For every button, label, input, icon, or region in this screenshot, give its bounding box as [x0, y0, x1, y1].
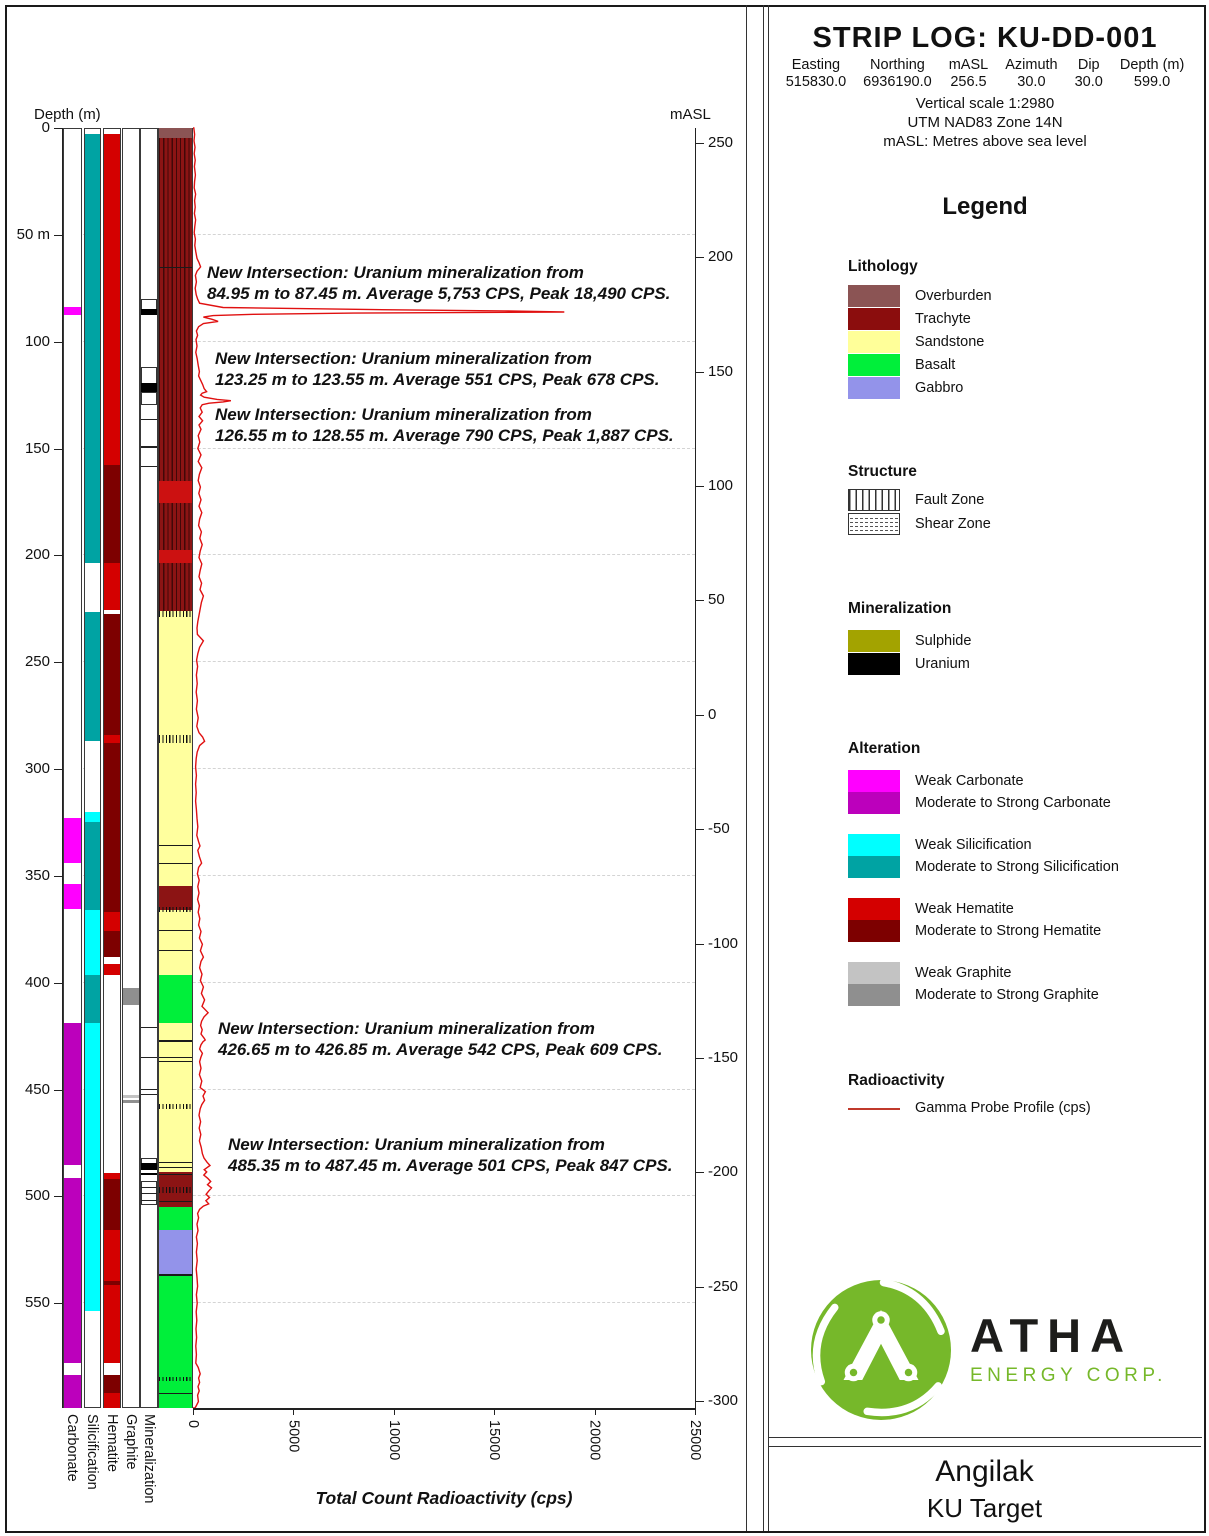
legend-alteration-weak-label: Weak Carbonate [915, 773, 1024, 789]
gamma-tick [193, 1409, 194, 1415]
collar-field-value: 6936190.0 [863, 74, 932, 91]
legend-lithology-overburden-label: Overburden [915, 288, 992, 304]
shear-pattern-row [850, 518, 898, 519]
masl-tick-label: 250 [708, 133, 734, 151]
collar-field-label: Northing [870, 57, 925, 73]
legend-alteration-strong-label: Moderate to Strong Graphite [915, 987, 1099, 1003]
logo-subtitle: ENERGY CORP. [970, 1365, 1167, 1386]
legend-mineralization-sulphide-swatch [848, 630, 900, 652]
legend-mineralization-sulphide-label: Sulphide [915, 633, 972, 649]
track-label-hematite: Hematite [104, 1414, 120, 1473]
masl-tick-label: 150 [708, 362, 734, 380]
scale-note: Vertical scale 1:2980 [915, 95, 1055, 112]
legend-lithology-trachyte-label: Trachyte [915, 311, 971, 327]
shear-pattern-row [850, 522, 898, 523]
masl-tick [696, 486, 704, 487]
depth-tick [54, 983, 62, 984]
annotation-line2: 123.25 m to 123.55 m. Average 551 CPS, Peak 678 CPS. [215, 370, 660, 390]
annotation-line2: 426.65 m to 426.85 m. Average 542 CPS, Peak 609 CPS. [218, 1040, 663, 1060]
depth-tick [54, 1303, 62, 1304]
gamma-tick-label: 5000 [285, 1420, 302, 1453]
legend-structure-label: Fault Zone [915, 492, 985, 508]
shear-pattern-row [850, 530, 898, 531]
page-title: STRIP LOG: KU-DD-001 [812, 22, 1158, 54]
collar-field-label: Depth (m) [1119, 57, 1185, 73]
depth-tick-label: 150 [24, 439, 50, 457]
legend-alteration-strong-swatch [848, 984, 900, 1006]
project-box [768, 1446, 1201, 1531]
atha-logo-text [970, 1309, 1167, 1387]
depth-tick [54, 555, 62, 556]
masl-tick-label: -250 [708, 1277, 739, 1295]
depth-tick [54, 1196, 62, 1197]
gamma-tick [595, 1409, 596, 1415]
masl-tick [696, 715, 704, 716]
legend-structure-label: Shear Zone [915, 516, 991, 532]
legend-radioactivity-title: Radioactivity [848, 1072, 945, 1089]
masl-axis-title: mASL [670, 106, 711, 123]
depth-tick-label: 450 [24, 1080, 50, 1098]
masl-tick-label: -50 [708, 820, 730, 838]
legend-structure-fault-swatch [848, 489, 900, 511]
masl-tick [696, 1401, 704, 1402]
collar-field-value: 30.0 [1017, 74, 1046, 91]
masl-tick-label: 50 [708, 591, 725, 609]
legend-mineralization-uranium-label: Uranium [915, 656, 970, 672]
depth-tick-label: 300 [24, 760, 50, 778]
depth-axis-title: Depth (m) [34, 106, 101, 123]
annotation-line1: New Intersection: Uranium mineralization from [215, 349, 592, 368]
legend-lithology-overburden-swatch [848, 285, 900, 307]
gamma-axis-line [193, 1408, 696, 1410]
masl-tick [696, 600, 704, 601]
legend-lithology-gabbro-swatch [848, 377, 900, 399]
masl-tick [696, 944, 704, 945]
depth-tick [54, 342, 62, 343]
legend-mineralization-uranium-swatch [848, 653, 900, 675]
project-name: Angilak [935, 1455, 1034, 1488]
gamma-tick [394, 1409, 395, 1415]
masl-axis-line [695, 128, 696, 1408]
intersection-annotation [218, 1018, 662, 1061]
masl-tick [696, 1287, 704, 1288]
legend-lithology-trachyte-swatch [848, 308, 900, 330]
legend-alteration-weak-swatch [848, 770, 900, 792]
right-panel-border-outer [763, 5, 764, 1531]
legend-alteration-weak-swatch [848, 834, 900, 856]
legend-alteration-title: Alteration [848, 740, 921, 757]
gamma-tick [494, 1409, 495, 1415]
legend-alteration-strong-swatch [848, 856, 900, 878]
annotation-line2: 84.95 m to 87.45 m. Average 5,753 CPS, Peak 18,490 CPS. [207, 284, 671, 304]
masl-tick [696, 372, 704, 373]
legend-lithology-gabbro-label: Gabbro [915, 380, 964, 396]
depth-tick [54, 876, 62, 877]
masl-tick [696, 829, 704, 830]
collar-field-value: 30.0 [1074, 74, 1103, 91]
depth-tick [54, 235, 62, 236]
legend-alteration-strong-label: Moderate to Strong Silicification [915, 859, 1119, 875]
legend-alteration-weak-label: Weak Graphite [915, 965, 1012, 981]
legend-lithology-title: Lithology [848, 258, 918, 275]
atha-logo-icon [806, 1275, 956, 1425]
masl-tick-label: -100 [708, 934, 739, 952]
track-label-carbonate: Carbonate [64, 1414, 80, 1482]
intersection-annotation [207, 262, 670, 305]
legend-title: Legend [942, 193, 1028, 220]
gamma-tick-label: 15000 [486, 1420, 503, 1461]
legend-mineralization-title: Mineralization [848, 600, 952, 617]
masl-note: mASL: Metres above sea level [883, 133, 1087, 151]
depth-tick-label: 500 [24, 1187, 50, 1205]
legend-alteration-weak-swatch [848, 962, 900, 984]
legend-alteration-weak-swatch [848, 898, 900, 920]
depth-tick-label: 50 m [16, 225, 50, 243]
annotation-line2: 126.55 m to 128.55 m. Average 790 CPS, Peak 1,887 CPS. [215, 426, 674, 446]
collar-field-label: mASL [948, 57, 989, 73]
collar-field-label: Dip [1077, 57, 1100, 73]
shear-pattern-row [850, 526, 898, 527]
depth-tick-label: 350 [24, 866, 50, 884]
annotation-line2: 485.35 m to 487.45 m. Average 501 CPS, Peak 847 CPS. [228, 1156, 673, 1176]
depth-axis-line [62, 128, 63, 1408]
legend-alteration-strong-label: Moderate to Strong Hematite [915, 923, 1102, 939]
gamma-tick [695, 1409, 696, 1415]
target-name: KU Target [926, 1493, 1043, 1523]
legend-alteration-weak-label: Weak Silicification [915, 837, 1032, 853]
collar-field-value: 599.0 [1133, 74, 1171, 91]
masl-tick-label: -150 [708, 1049, 739, 1067]
annotation-line1: New Intersection: Uranium mineralization from [207, 263, 584, 282]
depth-tick-label: 200 [24, 546, 50, 564]
gamma-tick-label: 25000 [687, 1420, 703, 1461]
depth-tick [54, 769, 62, 770]
gamma-tick [293, 1409, 294, 1415]
atha-logo [806, 1272, 1186, 1427]
depth-tick [54, 128, 62, 129]
annotation-line1: New Intersection: Uranium mineralization from [218, 1019, 595, 1038]
intersection-annotation [228, 1134, 672, 1177]
legend-lithology-sandstone-label: Sandstone [915, 334, 985, 350]
legend-structure-shear-swatch [848, 513, 900, 535]
logo-brand: ATHA [970, 1309, 1134, 1362]
legend-alteration-weak-label: Weak Hematite [915, 901, 1014, 917]
depth-tick-label: 250 [24, 653, 50, 671]
masl-tick-label: 200 [708, 248, 734, 266]
masl-tick-label: 0 [708, 705, 717, 723]
legend-alteration-strong-swatch [848, 792, 900, 814]
depth-tick [54, 1090, 62, 1091]
masl-tick [696, 1058, 704, 1059]
legend-structure-title: Structure [848, 463, 917, 480]
track-label-graphite: Graphite [123, 1414, 139, 1470]
intersection-annotation [215, 404, 674, 447]
legend-lithology-basalt-label: Basalt [915, 357, 956, 373]
utm-note: UTM NAD83 Zone 14N [907, 114, 1063, 132]
panel-separator-line [746, 5, 747, 1531]
gamma-tick-label: 10000 [385, 1420, 402, 1461]
gamma-tick-label: 0 [185, 1420, 201, 1429]
masl-tick-label: 100 [708, 477, 734, 495]
depth-tick-label: 400 [24, 973, 50, 991]
annotation-line1: New Intersection: Uranium mineralization from [215, 405, 592, 424]
legend-lithology-sandstone-swatch [848, 331, 900, 353]
gamma-tick-label: 20000 [586, 1420, 603, 1461]
depth-tick [54, 662, 62, 663]
masl-tick [696, 257, 704, 258]
legend-alteration-strong-swatch [848, 920, 900, 942]
collar-field-value: 515830.0 [785, 74, 847, 91]
legend-lithology-basalt-swatch [848, 354, 900, 376]
depth-tick [54, 449, 62, 450]
gamma-axis-title: Total Count Radioactivity (cps) [315, 1488, 573, 1508]
track-label-silicification: Silicification [84, 1414, 100, 1490]
collar-field-label: Azimuth [1005, 57, 1058, 73]
masl-tick-label: -200 [708, 1163, 739, 1181]
collar-field-label: Easting [791, 57, 841, 73]
annotation-line1: New Intersection: Uranium mineralization from [228, 1135, 605, 1154]
masl-tick [696, 143, 704, 144]
legend-gamma-line-swatch [848, 1108, 900, 1110]
legend-panel [769, 0, 1201, 1437]
collar-field-value: 256.5 [950, 74, 987, 91]
track-label-mineralization: Mineralization [141, 1414, 157, 1504]
masl-tick-label: -300 [708, 1392, 739, 1410]
intersection-annotation [215, 348, 659, 391]
legend-gamma-label: Gamma Probe Profile (cps) [915, 1100, 1091, 1116]
masl-tick [696, 1172, 704, 1173]
legend-bottom-line [768, 1437, 1202, 1438]
depth-tick-label: 100 [24, 332, 50, 350]
depth-tick-label: 550 [24, 1294, 50, 1312]
legend-alteration-strong-label: Moderate to Strong Carbonate [915, 795, 1111, 811]
depth-tick-label: 0 [41, 119, 50, 136]
